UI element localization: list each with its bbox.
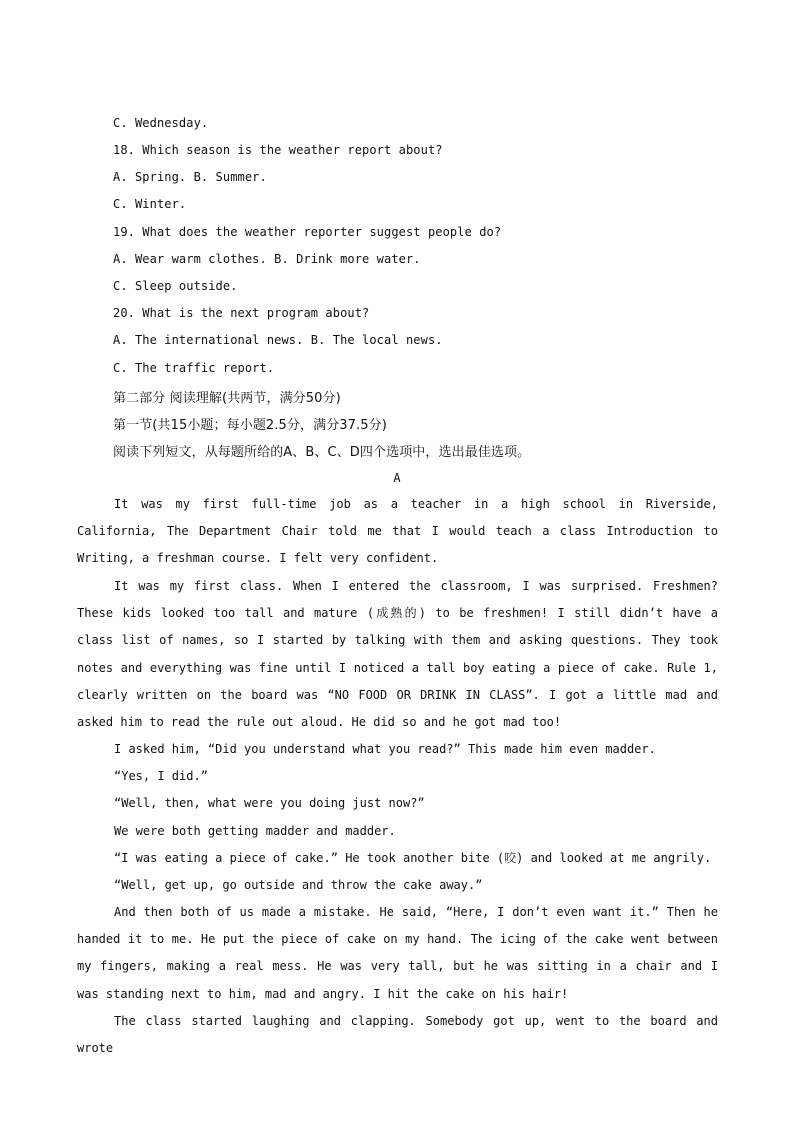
passage-paragraph-3: I asked him, “Did you understand what you read?” This made him even madder.	[114, 742, 656, 756]
passage-paragraph-6: We were both getting madder and madder.	[114, 824, 396, 838]
passage-paragraph-2: It was my first class. When I entered the classroom, I was surprised. Freshmen? These kids looked too tall and mature (成熟的) to be freshmen! I still didn’t have a class list of names, so I started by talking with them and asking questions. They took notes and everything was fine until I noticed a tall boy eating a piece of cake. Rule 1, clearly written on the board was “NO FOOD OR DRINK IN CLASS”. I got a little mad and asked him to read the rule out aloud. He did so and he got mad too!	[77, 579, 718, 730]
q18-options-ab: A. Spring. B. Summer.	[113, 170, 267, 184]
passage-paragraph-5: “Well, then, what were you doing just now?”	[114, 796, 425, 810]
passage-paragraph-7: “I was eating a piece of cake.” He took another bite (咬) and looked at me angrily.	[114, 851, 712, 865]
q19-options-ab: A. Wear warm clothes. B. Drink more water.	[113, 252, 421, 266]
reading-instruction: 阅读下列短文，从每题所给的A、B、C、D四个选项中，选出最佳选项。	[113, 445, 531, 460]
q20-question: 20. What is the next program about?	[113, 306, 370, 320]
q20-options-ab: A. The international news. B. The local news.	[113, 333, 443, 347]
part2-heading: 第二部分 阅读理解(共两节，满分50分)	[113, 391, 341, 406]
passage-paragraph-10: The class started laughing and clapping. Somebody got up, went to the board and wrote	[77, 1014, 718, 1056]
passage-paragraph-1: It was my first full-time job as a teacher in a high school in Riverside, California, The Department Chair told me that I would teach a class Introduction to Writing, a freshman course. I felt very confident.	[77, 497, 718, 566]
q17-option-c: C. Wednesday.	[113, 116, 209, 130]
q18-question: 18. Which season is the weather report about?	[113, 143, 443, 157]
passage-label: A	[393, 471, 401, 485]
q20-option-c: C. The traffic report.	[113, 361, 275, 375]
passage-paragraph-9: And then both of us made a mistake. He said, “Here, I don’t even want it.” Then he handed it to me. He put the piece of cake on my hand. The icing of the cake went between my fingers, making a real mess. He was very tall, but he was sitting in a chair and I was standing next to him, mad and angry. I hit the cake on his hair!	[77, 905, 718, 1001]
q18-option-c: C. Winter.	[113, 197, 187, 211]
section1-heading: 第一节(共15小题；每小题2.5分，满分37.5分)	[113, 418, 387, 433]
passage-paragraph-4: “Yes, I did.”	[114, 769, 208, 783]
q19-question: 19. What does the weather reporter suggest people do?	[113, 225, 502, 239]
passage-paragraph-8: “Well, get up, go outside and throw the cake away.”	[114, 878, 483, 892]
q19-option-c: C. Sleep outside.	[113, 279, 238, 293]
